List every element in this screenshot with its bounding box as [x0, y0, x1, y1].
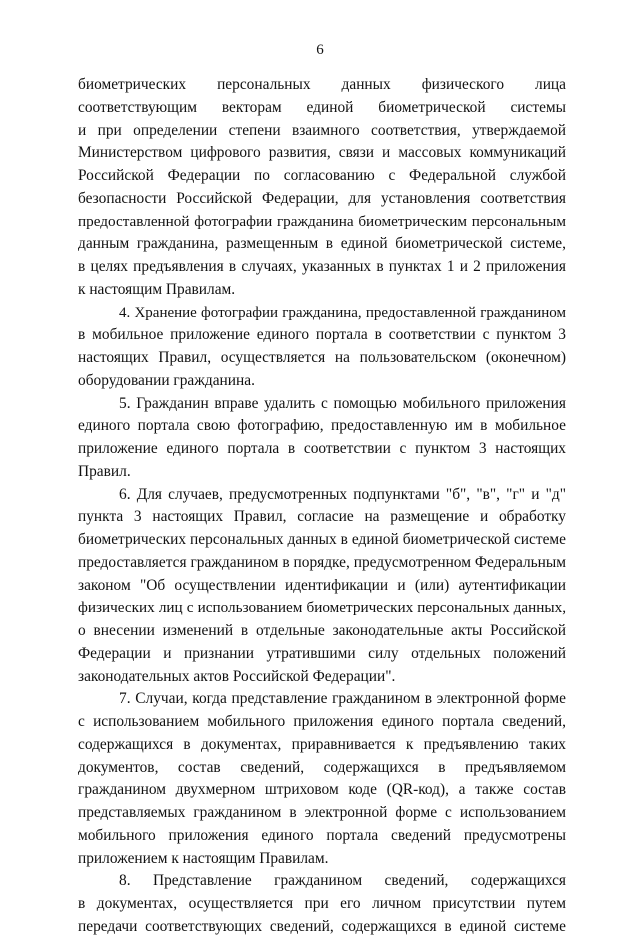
text-line: гражданином двухмерном штриховом коде (QR-код), а также состав — [78, 781, 566, 799]
text-line: 6. Для случаев, предусмотренных подпунктами "б", "в", "г" и "д" — [119, 485, 566, 503]
text-line: приложением к настоящим Правилам. — [78, 849, 329, 867]
text-line: Правил. — [78, 462, 131, 480]
text-line: предоставляется гражданином в порядке, предусмотренном Федеральным — [78, 553, 566, 571]
text-line: 5. Гражданин вправе удалить с помощью мобильного приложения — [119, 394, 566, 412]
text-line: единого портала свою фотографию, предоставленную им в мобильное — [78, 417, 566, 435]
text-line: и при определении степени взаимного соответствия, утверждаемой — [78, 121, 566, 139]
text-line: в целях предъявления в случаях, указанных в пунктах 1 и 2 приложения — [78, 258, 566, 275]
text-line: законодательных актов Российской Федерации". — [78, 667, 396, 685]
text-line: пункта 3 настоящих Правил, согласие на размещение и обработку — [78, 508, 566, 526]
text-line: оборудовании гражданина. — [78, 371, 255, 389]
text-line: Министерством цифрового развития, связи и массовых коммуникаций — [78, 144, 566, 162]
text-line: в мобильное приложение единого портала в соответствии с пунктом 3 — [78, 326, 566, 344]
text-line: законом "Об осуществлении идентификации и (или) аутентификации — [78, 576, 566, 594]
text-line: данным гражданина, размещенным в единой биометрической системе, — [78, 235, 566, 253]
text-line: мобильного приложения единого портала сведений предусмотрены — [78, 826, 566, 844]
text-line: Российской Федерации по согласованию с Федеральной службой — [78, 167, 566, 184]
text-line: в документах, осуществляется при его личном присутствии путем — [78, 895, 566, 912]
text-line: биометрических персональных данных в единой биометрической системе — [78, 531, 566, 548]
text-line: настоящих Правил, осуществляется на пользовательском (оконечном) — [78, 349, 566, 366]
text-line: содержащихся в документах, приравнивается к предъявлению таких — [78, 735, 566, 753]
text-line: представляемых гражданином в электронной форме с использованием — [78, 804, 566, 821]
text-line: к настоящим Правилам. — [78, 280, 236, 298]
text-line: о внесении изменений в отдельные законодательные акты Российской — [78, 622, 566, 639]
document-body — [78, 74, 566, 939]
page-number: 6 — [316, 42, 324, 58]
text-line: 7. Случаи, когда представление гражданином в электронной форме — [119, 690, 566, 708]
text-line: безопасности Российской Федерации, для установления соответствия — [78, 189, 566, 207]
text-line: приложение единого портала в соответствии с пунктом 3 настоящих — [78, 440, 566, 457]
text-line: передачи соответствующих сведений, содержащихся в единой системе — [78, 917, 566, 935]
text-line: 4. Хранение фотографии гражданина, предоставленной гражданином — [119, 304, 566, 321]
text-line: с использованием мобильного приложения единого портала сведений, — [78, 713, 566, 730]
text-line: соответствующим векторам единой биометрической системы — [78, 98, 566, 116]
text-line: физических лиц с использованием биометрических персональных данных, — [78, 599, 566, 617]
text-line: предоставленной фотографии гражданина биометрическим персональным — [78, 212, 566, 230]
text-line: Федерации и признании утратившими силу отдельных положений — [78, 644, 566, 662]
text-line: документов, состав сведений, содержащихся в предъявляемом — [78, 758, 566, 776]
text-line: биометрических персональных данных физического лица — [78, 76, 566, 93]
text-line: 8. Представление гражданином сведений, содержащихся — [119, 872, 566, 890]
